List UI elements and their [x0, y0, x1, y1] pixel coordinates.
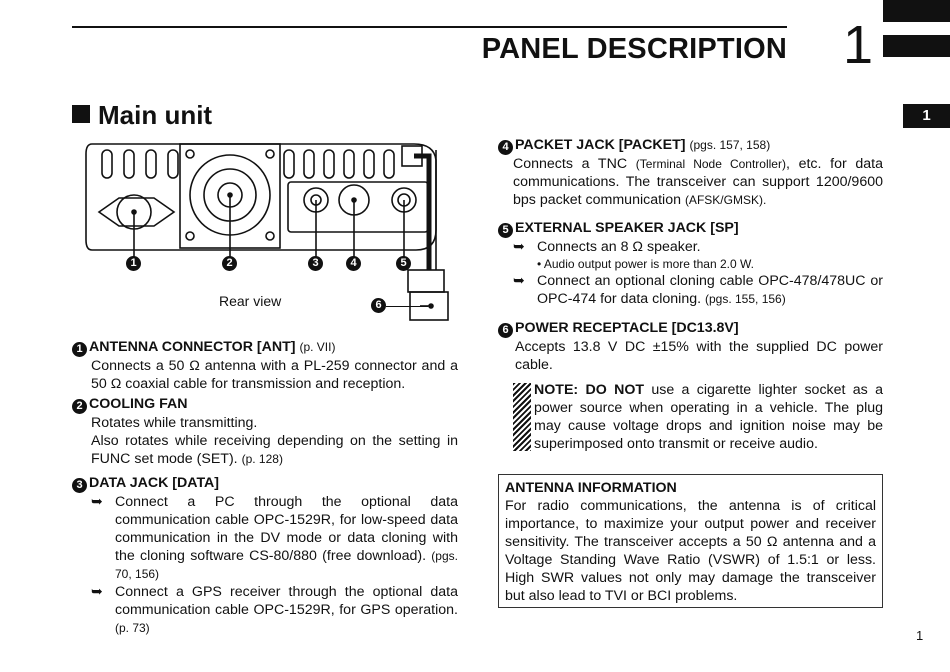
callout-4: 4	[346, 256, 361, 271]
note-hatch-icon	[513, 383, 531, 451]
number-badge: 6	[498, 323, 513, 338]
info-text: For radio communications, the antenna is of critical importance, to maximize your output power and receiver sensitivity. The transceiver accepts a 50 Ω antenna and a Voltage Standing Wave Ratio (VSWR) of 1.5:1 or less. High SWR values not only may damage the transceiver but also lead to TVI or BCI problems.	[505, 498, 876, 604]
item-body-note: (Terminal Node Controller)	[635, 157, 786, 171]
page-ref: (pgs. 155, 156)	[705, 292, 786, 306]
item-body-note: (AFSK/GMSK).	[684, 193, 767, 207]
antenna-information-box	[498, 474, 883, 608]
callout-5: 5	[396, 256, 411, 271]
section-heading	[72, 100, 212, 131]
item-title: EXTERNAL SPEAKER JACK [SP]	[515, 220, 739, 236]
arrow-bullet-icon: ➥	[513, 273, 525, 289]
number-badge: 2	[72, 399, 87, 414]
callout-2: 2	[222, 256, 237, 271]
diagram-caption: Rear view	[219, 293, 282, 309]
item-body: Connects a 50 Ω antenna with a PL-259 connector and a 50 Ω coaxial cable for transmission and reception.	[91, 358, 458, 392]
item-title: DATA JACK [DATA]	[89, 475, 220, 491]
item-title: COOLING FAN	[89, 396, 188, 412]
number-badge: 3	[72, 478, 87, 493]
chapter-tab-bar	[883, 35, 950, 57]
item-title: ANTENNA CONNECTOR [ANT]	[89, 339, 296, 355]
arrow-bullet-icon: ➥	[91, 584, 103, 600]
item-packet-jack	[498, 136, 883, 209]
note-label: NOTE: DO NOT	[534, 382, 645, 398]
bullet-text: Connects an 8 Ω speaker.	[537, 239, 701, 255]
item-body: Connects a TNC	[513, 156, 628, 172]
number-badge: 4	[498, 140, 513, 155]
item-data-jack	[72, 474, 458, 637]
arrow-bullet-icon: ➥	[91, 494, 103, 510]
item-body: Rotates while transmitting.	[91, 415, 258, 431]
bullet-text: Connect an optional cloning cable OPC-478/478UC or OPC-474 for data cloning.	[537, 273, 883, 307]
item-title: PACKET JACK [PACKET]	[515, 137, 686, 153]
sub-bullet: • Audio output power is more than 2.0 W.	[537, 257, 754, 271]
item-cooling-fan	[72, 395, 458, 468]
number-badge: 1	[72, 342, 87, 357]
arrow-bullet-icon: ➥	[513, 239, 525, 255]
page-ref: (p. 128)	[241, 452, 283, 466]
callout-6: 6	[371, 298, 386, 313]
section-title: Main unit	[98, 100, 213, 130]
item-power-receptacle	[498, 319, 883, 374]
callout-3: 3	[308, 256, 323, 271]
bullet-text: Connect a PC through the optional data communication cable OPC-1529R, for low-speed data communication in the DV mode or data cloning with the cloning software CS-80/880 (free download).	[115, 494, 458, 564]
info-title: ANTENNA INFORMATION	[505, 480, 677, 496]
side-chapter-tab[interactable]: 1	[903, 104, 950, 128]
item-external-speaker-jack	[498, 219, 883, 308]
page-title: PANEL DESCRIPTION	[481, 33, 787, 65]
bullet-text: Connect a GPS receiver through the optional data communication cable OPC-1529R, for GPS operation.	[115, 584, 458, 618]
callout-1: 1	[126, 256, 141, 271]
page-ref: (p. VII)	[299, 340, 336, 354]
square-bullet-icon	[72, 105, 90, 123]
page-ref: (p. 73)	[115, 621, 150, 635]
header-rule	[72, 26, 787, 28]
page-ref: (pgs. 157, 158)	[689, 138, 771, 152]
item-antenna-connector	[72, 338, 458, 393]
item-body: Accepts 13.8 V DC ±15% with the supplied DC power cable.	[515, 339, 883, 373]
page-ref: (pgs. 70, 156)	[115, 549, 458, 581]
chapter-number: 1	[843, 15, 874, 75]
page-number: 1	[916, 628, 924, 643]
power-cable-plug	[408, 270, 444, 292]
note-text: use a cigarette lighter socket as a power source when operating in a vehicle. The plug may cause voltage drops and ignition noise may be superimposed onto transmit or receive audio.	[534, 382, 883, 452]
chapter-tab-bar	[883, 0, 950, 22]
item-title: POWER RECEPTACLE [DC13.8V]	[515, 320, 739, 336]
item-body: , etc. for data communications. The transceiver can support 1200/9600 bps packet communication	[513, 156, 883, 208]
number-badge: 5	[498, 223, 513, 238]
note-block	[513, 381, 883, 453]
callout-leader	[386, 306, 428, 307]
vent-slots	[102, 150, 394, 178]
item-body: Also rotates while receiving depending on the setting in FUNC set mode (SET).	[91, 433, 458, 467]
